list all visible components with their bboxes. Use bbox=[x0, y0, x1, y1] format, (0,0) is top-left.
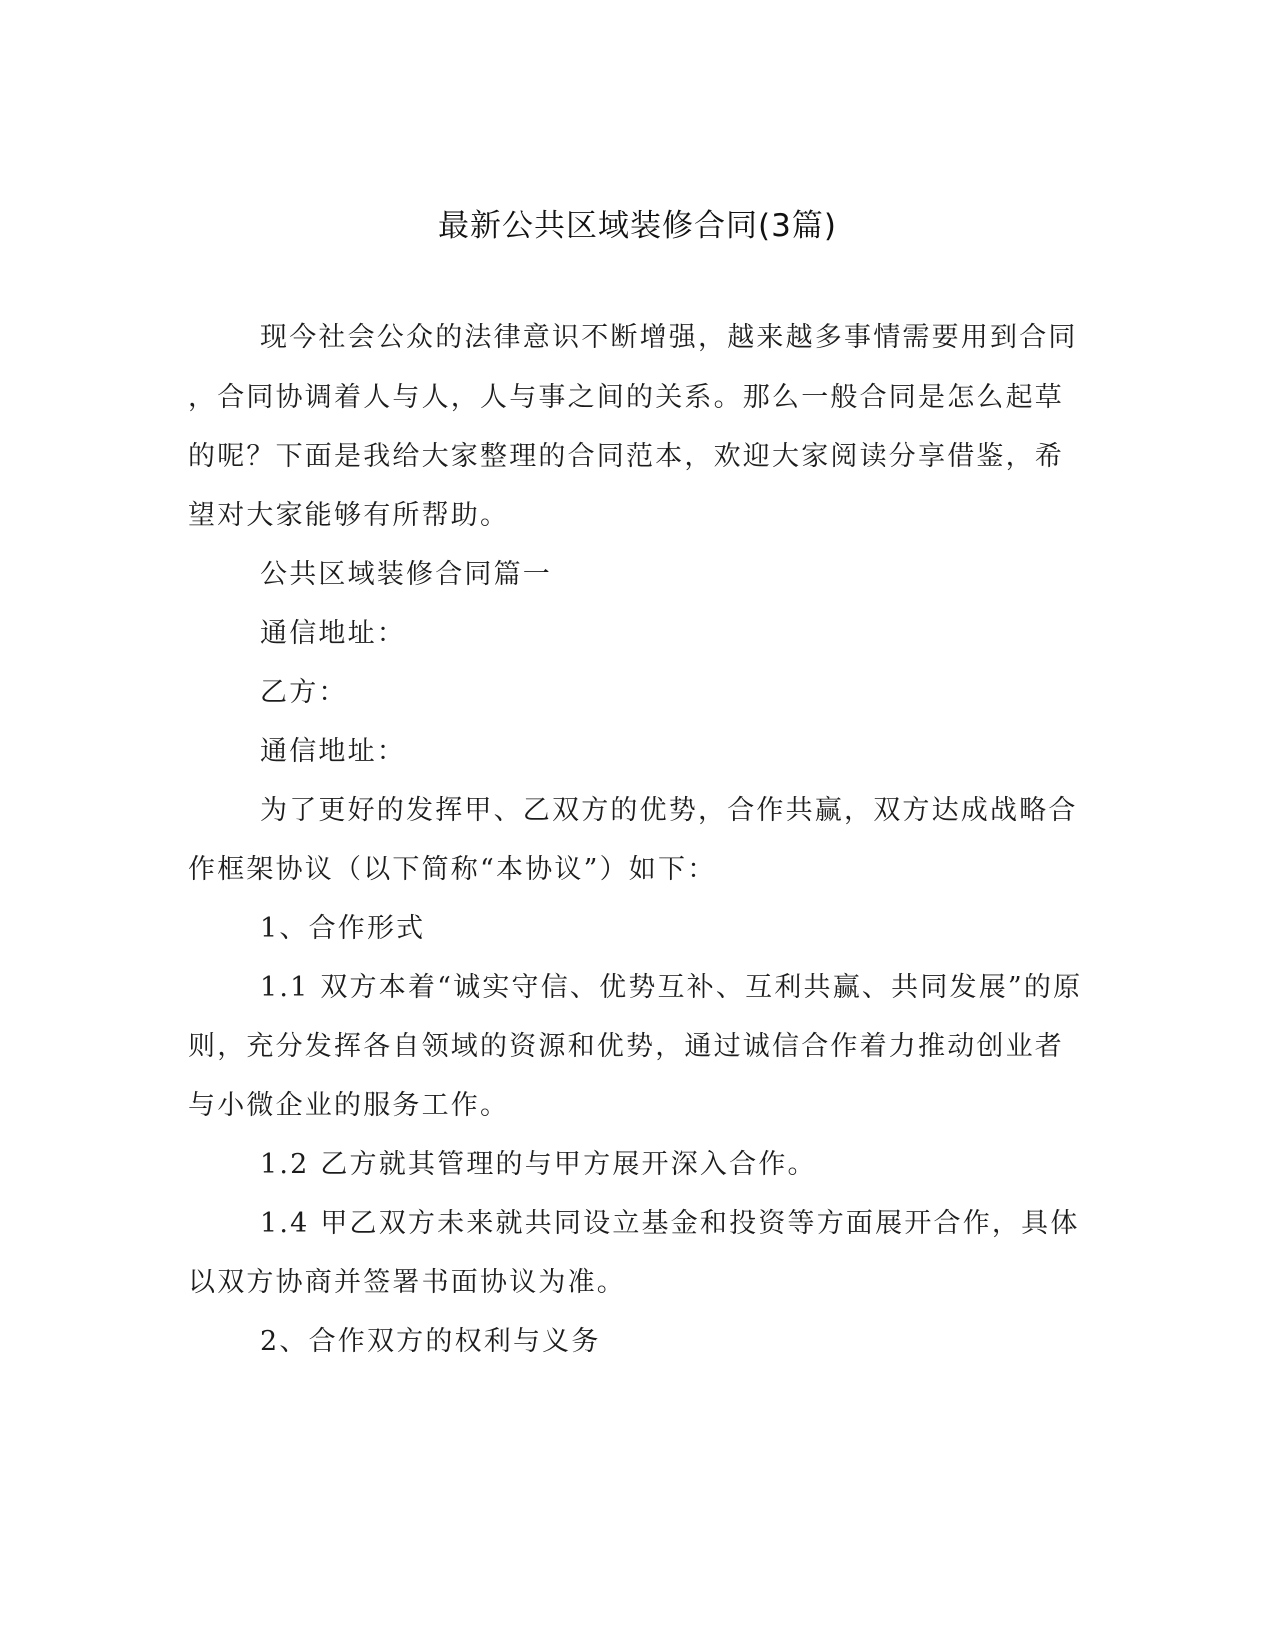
clause-1-1-line-2: 则，充分发挥各自领域的资源和优势，通过诚信合作着力推动创业者 bbox=[188, 1031, 1064, 1062]
document-title: 最新公共区域装修合同(3篇) bbox=[438, 208, 837, 244]
section-heading-1: 公共区域装修合同篇一 bbox=[260, 559, 552, 590]
clause-1-1-line-3: 与小微企业的服务工作。 bbox=[188, 1090, 510, 1121]
clause-heading-1: 1、合作形式 bbox=[260, 913, 426, 944]
address-label-b: 通信地址： bbox=[260, 736, 406, 767]
party-b-label: 乙方： bbox=[260, 677, 348, 708]
clause-heading-2: 2、合作双方的权利与义务 bbox=[260, 1326, 601, 1357]
purpose-line-2: 作框架协议（以下简称“本协议”）如下： bbox=[188, 854, 717, 885]
intro-line-2: ，合同协调着人与人，人与事之间的关系。那么一般合同是怎么起草 bbox=[188, 382, 1064, 413]
clause-1-1-line-1: 1.1 双方本着“诚实守信、优势互补、互利共赢、共同发展”的原 bbox=[260, 972, 1083, 1003]
clause-1-2: 1.2 乙方就其管理的与甲方展开深入合作。 bbox=[260, 1149, 817, 1180]
purpose-line-1: 为了更好的发挥甲、乙双方的优势，合作共赢，双方达成战略合 bbox=[260, 795, 1078, 826]
intro-line-4: 望对大家能够有所帮助。 bbox=[188, 500, 510, 531]
intro-line-3: 的呢？下面是我给大家整理的合同范本，欢迎大家阅读分享借鉴，希 bbox=[188, 441, 1064, 472]
clause-1-4-line-2: 以双方协商并签署书面协议为准。 bbox=[188, 1267, 626, 1298]
intro-line-1: 现今社会公众的法律意识不断增强，越来越多事情需要用到合同 bbox=[260, 322, 1078, 353]
address-label-a: 通信地址： bbox=[260, 618, 406, 649]
clause-1-4-line-1: 1.4 甲乙双方未来就共同设立基金和投资等方面展开合作，具体 bbox=[260, 1208, 1080, 1239]
